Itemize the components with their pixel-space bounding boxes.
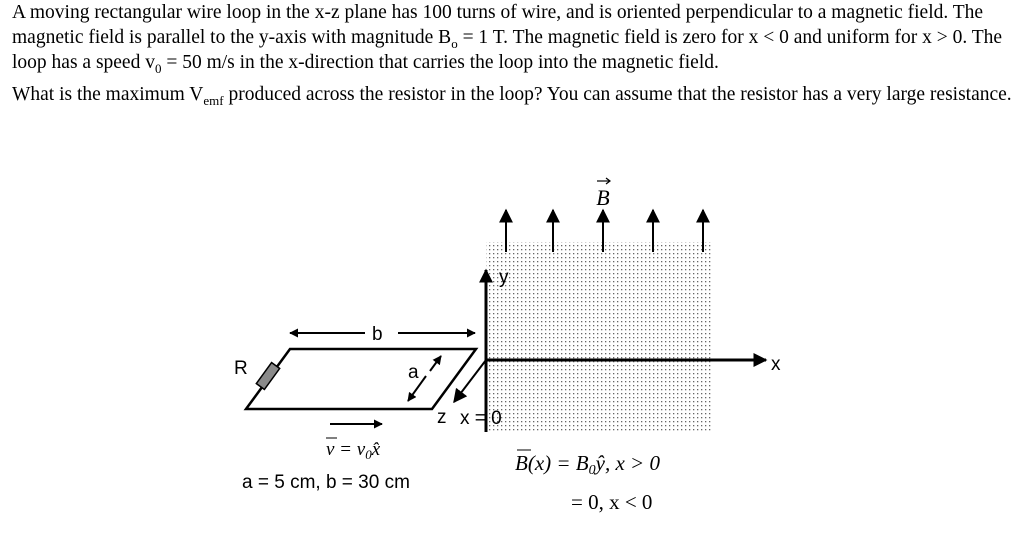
velocity-eq-unit: x̂ — [371, 439, 381, 460]
subscript: 0 — [154, 60, 162, 76]
x-axis-label: x — [771, 354, 781, 375]
field-equation-2: = 0, x < 0 — [571, 490, 653, 514]
problem-text-part: = 50 m/s in the x-direction that carries the loop into the magnetic field. — [161, 52, 719, 73]
b-label: b — [372, 324, 383, 345]
problem-text-part: A moving rectangular wire loop in the x-z plane has 100 turns of wire, and is oriented perpendicular to a magnetic field. The magnetic field is parallel to the y-axis with magnitude B — [12, 2, 984, 48]
wire-loop — [246, 349, 476, 409]
field-region — [486, 242, 711, 432]
field-symbol: B — [596, 185, 610, 210]
velocity-equation — [326, 439, 381, 462]
resistor-label: R — [234, 358, 248, 379]
dimensions-text: a = 5 cm, b = 30 cm — [242, 472, 410, 493]
velocity-eq-sub: 0 — [365, 447, 372, 462]
resistor — [256, 363, 279, 390]
subscript: o — [451, 35, 458, 51]
problem-text-part: What is the maximum V — [12, 84, 204, 105]
problem-text-part: = 1 T. The magnetic field is zero for x < 0 and uniform for x > 0. The loop has a speed v — [12, 27, 1003, 73]
field-equation-1 — [515, 451, 660, 478]
velocity-eq-main: v = v — [326, 439, 366, 460]
origin-label: x = 0 — [460, 408, 502, 429]
problem-text-part: produced across the resistor in the loop? You can assume that the resistor has a very large resistance. — [223, 84, 1012, 105]
subscript: emf — [203, 92, 224, 108]
z-axis-label: z — [437, 407, 447, 428]
a-dimension-up — [430, 356, 441, 371]
z-axis — [454, 360, 486, 402]
field-eq-1-main: B(x) = B — [515, 451, 589, 475]
y-axis-label: y — [499, 267, 509, 288]
field-eq-1-sub: 0 — [588, 463, 596, 478]
field-eq-1-tail: ŷ, x > 0 — [595, 451, 660, 475]
a-label: a — [408, 362, 419, 383]
